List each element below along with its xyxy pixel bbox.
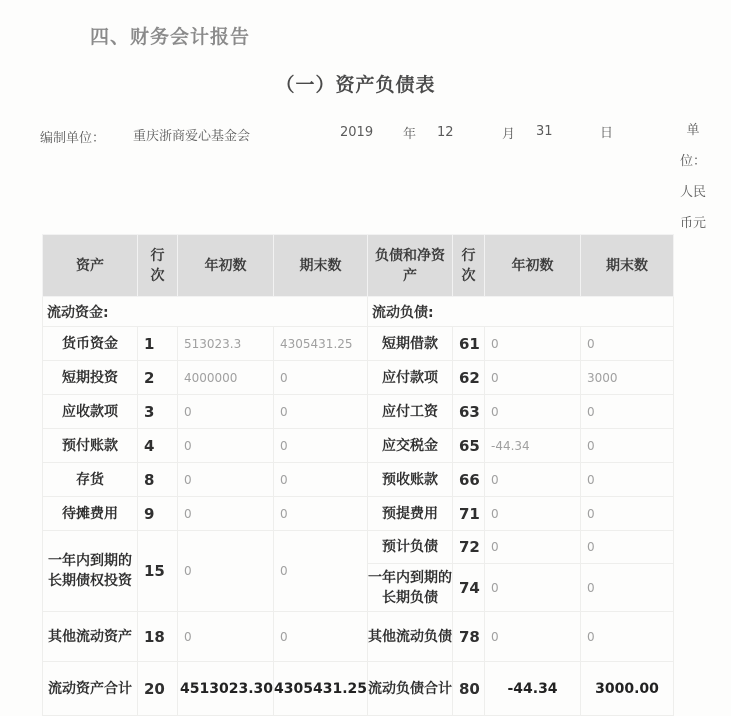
- liability-line-no: 61: [453, 327, 485, 361]
- day-label: 日: [600, 126, 614, 141]
- current-assets-category: 流动资金:: [43, 297, 368, 327]
- preparer-label: 编制单位：: [40, 131, 106, 146]
- asset-end-value: 0: [274, 497, 368, 531]
- header-begin: 年初数: [485, 235, 581, 297]
- liability-line-no: 65: [453, 429, 485, 463]
- liability-end-value: 0: [581, 395, 674, 429]
- asset-end-value: 0: [274, 361, 368, 395]
- header-end: 期末数: [274, 235, 368, 297]
- asset-line-no: 9: [138, 497, 178, 531]
- liability-end-value: 0: [581, 429, 674, 463]
- liability-line-no: 71: [453, 497, 485, 531]
- table-title: （一）资产负债表: [275, 74, 436, 96]
- asset-label: 货币资金: [43, 327, 138, 361]
- currency-unit: [676, 115, 710, 239]
- liability-begin-value: 0: [485, 564, 581, 612]
- liability-line-no: 74: [453, 564, 485, 612]
- asset-label: 待摊费用: [43, 497, 138, 531]
- liability-begin-value: 0: [485, 612, 581, 662]
- liability-total-label: 流动负债合计: [368, 662, 453, 716]
- asset-line-no: 15: [138, 531, 178, 612]
- asset-label: 存货: [43, 463, 138, 497]
- liability-label: 短期借款: [368, 327, 453, 361]
- liability-label: 预提费用: [368, 497, 453, 531]
- asset-total-begin: 4513023.30: [178, 662, 274, 716]
- liability-total-end: 3000.00: [581, 662, 674, 716]
- asset-label: 其他流动资产: [43, 612, 138, 662]
- liability-begin-value: 0: [485, 497, 581, 531]
- asset-end-value: 0: [274, 531, 368, 612]
- report-day: 31: [536, 124, 553, 139]
- asset-begin-value: 0: [178, 395, 274, 429]
- liability-total-begin: -44.34: [485, 662, 581, 716]
- liability-end-value: 0: [581, 327, 674, 361]
- liability-end-value: 0: [581, 497, 674, 531]
- month-label: 月: [502, 127, 516, 142]
- asset-line-no: 2: [138, 361, 178, 395]
- liability-end-value: 0: [581, 531, 674, 564]
- category-row: [43, 297, 674, 327]
- asset-end-value: 4305431.25: [274, 327, 368, 361]
- liability-end-value: 0: [581, 463, 674, 497]
- asset-begin-value: 4000000: [178, 361, 274, 395]
- section-title: 四、财务会计报告: [90, 26, 251, 48]
- table-row: [43, 531, 674, 564]
- currency-unit-line: 人民: [679, 185, 706, 200]
- asset-total-end: 4305431.25: [274, 662, 368, 716]
- asset-label: 短期投资: [43, 361, 138, 395]
- asset-begin-value: 0: [178, 531, 274, 612]
- liability-label: 应交税金: [368, 429, 453, 463]
- asset-begin-value: 0: [178, 429, 274, 463]
- table-row: [43, 429, 674, 463]
- header-end: 期末数: [581, 235, 674, 297]
- header-liabilities: 负债和净资产: [368, 235, 453, 297]
- asset-end-value: 0: [274, 612, 368, 662]
- table-row: [43, 497, 674, 531]
- asset-label: 预付账款: [43, 429, 138, 463]
- currency-unit-line: 位：: [679, 154, 706, 169]
- liability-label: 预收账款: [368, 463, 453, 497]
- asset-end-value: 0: [274, 429, 368, 463]
- table-row: [43, 327, 674, 361]
- asset-end-value: 0: [274, 395, 368, 429]
- header-begin: 年初数: [178, 235, 274, 297]
- preparer-name: 重庆浙商爱心基金会: [133, 129, 251, 144]
- asset-end-value: 0: [274, 463, 368, 497]
- balance-sheet-table: [42, 234, 674, 716]
- header-assets: 资产: [43, 235, 138, 297]
- currency-unit-line: 币元: [679, 216, 706, 231]
- asset-total-line-no: 20: [138, 662, 178, 716]
- liability-label: 其他流动负债: [368, 612, 453, 662]
- liability-label: 应付款项: [368, 361, 453, 395]
- liability-begin-value: -44.34: [485, 429, 581, 463]
- liability-begin-value: 0: [485, 395, 581, 429]
- liability-line-no: 62: [453, 361, 485, 395]
- header-line-no: 行次: [453, 235, 485, 297]
- asset-line-no: 8: [138, 463, 178, 497]
- asset-begin-value: 0: [178, 612, 274, 662]
- liability-end-value: 0: [581, 612, 674, 662]
- liability-label: 一年内到期的长期负债: [368, 564, 453, 612]
- liability-begin-value: 0: [485, 463, 581, 497]
- liability-label: 预计负债: [368, 531, 453, 564]
- liability-line-no: 63: [453, 395, 485, 429]
- asset-label: 一年内到期的长期债权投资: [43, 531, 138, 612]
- asset-label: 应收款项: [43, 395, 138, 429]
- table-row: [43, 361, 674, 395]
- liability-label: 应付工资: [368, 395, 453, 429]
- liability-begin-value: 0: [485, 361, 581, 395]
- table-row: [43, 395, 674, 429]
- asset-begin-value: 0: [178, 497, 274, 531]
- liability-begin-value: 0: [485, 327, 581, 361]
- asset-line-no: 1: [138, 327, 178, 361]
- liability-line-no: 72: [453, 531, 485, 564]
- asset-total-label: 流动资产合计: [43, 662, 138, 716]
- report-month: 12: [437, 125, 454, 140]
- liability-begin-value: 0: [485, 531, 581, 564]
- liability-line-no: 78: [453, 612, 485, 662]
- table-row: [43, 612, 674, 662]
- asset-begin-value: 0: [178, 463, 274, 497]
- total-row: [43, 662, 674, 716]
- liability-line-no: 66: [453, 463, 485, 497]
- asset-line-no: 18: [138, 612, 178, 662]
- liability-end-value: 0: [581, 564, 674, 612]
- asset-begin-value: 513023.3: [178, 327, 274, 361]
- asset-line-no: 4: [138, 429, 178, 463]
- header-line-no: 行次: [138, 235, 178, 297]
- liability-total-line-no: 80: [453, 662, 485, 716]
- header-row: [43, 235, 674, 297]
- asset-line-no: 3: [138, 395, 178, 429]
- report-year: 2019: [340, 125, 374, 140]
- table-row: [43, 463, 674, 497]
- current-liabilities-category: 流动负债:: [368, 297, 674, 327]
- currency-unit-line: 单: [686, 123, 700, 138]
- year-label: 年: [403, 127, 417, 142]
- liability-end-value: 3000: [581, 361, 674, 395]
